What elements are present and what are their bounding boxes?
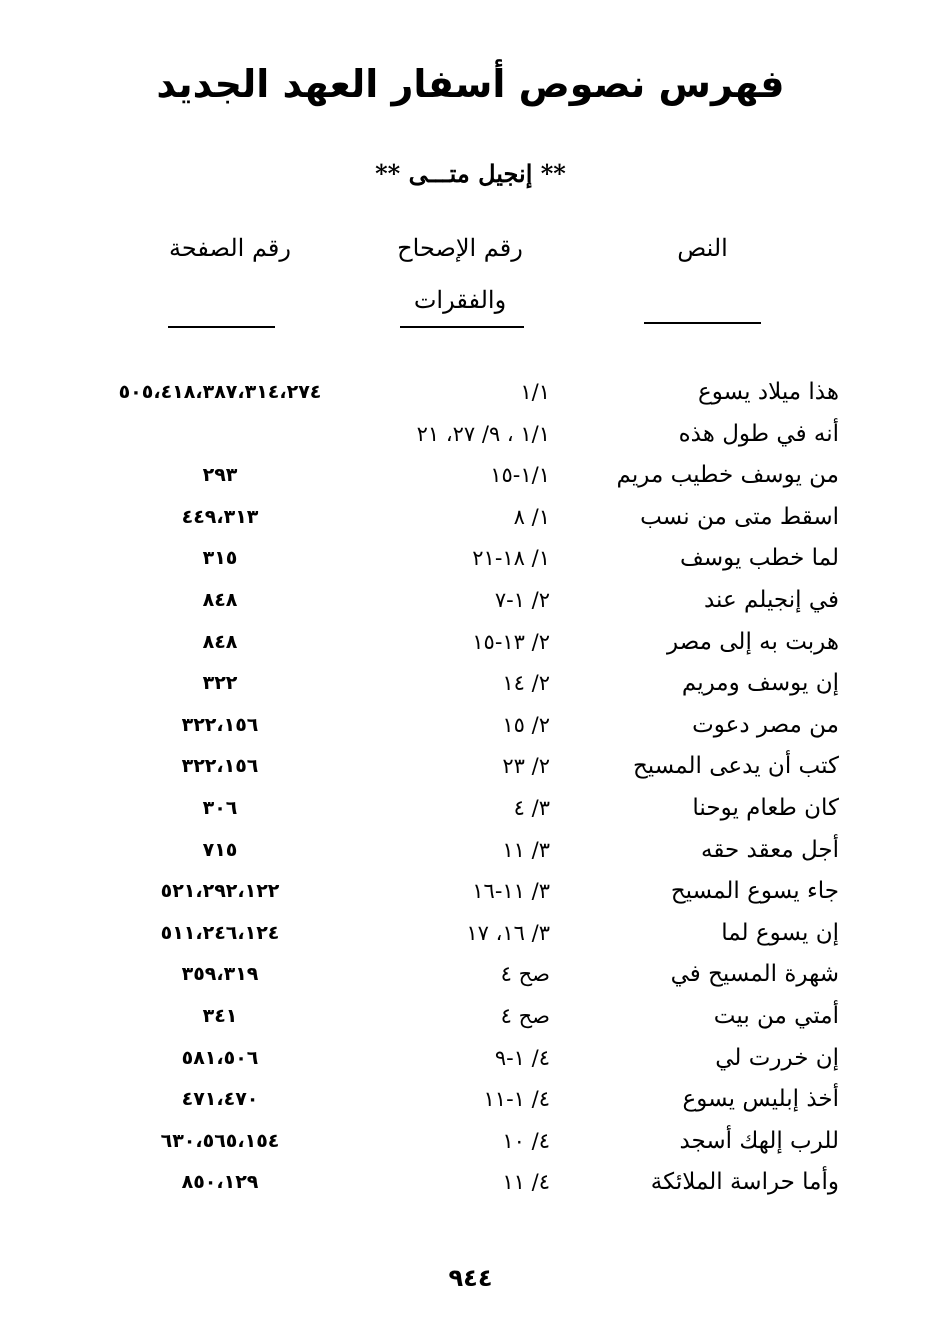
row-text: كان طعام يوحنا xyxy=(692,794,839,821)
row-text: لما خطب يوسف xyxy=(680,545,839,572)
column-header-page-label: رقم الصفحة xyxy=(169,234,291,262)
row-pages: ٥٢١،٢٩٢،١٢٢ xyxy=(160,880,280,903)
table-row xyxy=(0,871,941,913)
row-text: أمتي من بيت xyxy=(713,1002,839,1029)
row-chapter: ٣/ ٤ xyxy=(513,795,550,820)
row-text: إن يسوع لما xyxy=(721,919,839,946)
page-number: ٩٤٤ xyxy=(448,1264,493,1292)
column-header-text-label: النص xyxy=(677,234,728,262)
row-pages: ٣٢٢ xyxy=(202,672,238,695)
table-row xyxy=(0,788,941,830)
row-chapter: ٤/ ١-١١ xyxy=(483,1087,550,1112)
row-chapter: ١/١-١٥ xyxy=(490,463,550,488)
row-pages: ٣٤١ xyxy=(202,1004,238,1027)
row-pages: ٨٤٨ xyxy=(202,588,238,611)
row-chapter: ١/ ٨ xyxy=(513,504,550,529)
row-pages: ٤٧١،٤٧٠ xyxy=(181,1088,259,1111)
table-row xyxy=(0,372,941,414)
row-pages: ٤٤٩،٣١٣ xyxy=(181,505,259,528)
row-chapter: ٤/ ١-٩ xyxy=(494,1045,550,1070)
row-text: هربت به إلى مصر xyxy=(667,628,839,655)
row-text: من مصر دعوت xyxy=(692,711,839,738)
table-row xyxy=(0,497,941,539)
table-row xyxy=(0,1162,941,1204)
row-text: أخذ إبليس يسوع xyxy=(682,1086,839,1113)
row-chapter: ٢/ ١٥ xyxy=(502,712,550,737)
row-pages: ٣٢٢،١٥٦ xyxy=(181,713,259,736)
row-chapter: ٣/ ١٦، ١٧ xyxy=(466,920,550,945)
row-chapter: ١/١ ، ٩/ ٢٧، ٢١ xyxy=(416,421,550,446)
table-row xyxy=(0,746,941,788)
row-chapter: ٤/ ١١ xyxy=(502,1170,550,1195)
row-text: اسقط متى من نسب xyxy=(640,503,839,530)
column-header-chapter-line1: رقم الإصحاح xyxy=(397,234,523,262)
table-row xyxy=(0,913,941,955)
header-underline-page xyxy=(168,326,275,328)
row-text: شهرة المسيح في xyxy=(670,961,839,988)
row-chapter: ٣/ ١١-١٦ xyxy=(472,879,550,904)
row-text: للرب إلهك أسجد xyxy=(679,1127,839,1154)
column-header-page xyxy=(160,222,300,274)
row-text: جاء يسوع المسيح xyxy=(670,878,839,905)
column-header-text xyxy=(640,222,765,274)
column-header-chapter xyxy=(380,222,540,326)
table-row xyxy=(0,580,941,622)
row-text: إن خررت لي xyxy=(715,1044,839,1071)
row-chapter: ٤/ ١٠ xyxy=(502,1128,550,1153)
row-text: وأما حراسة الملائكة xyxy=(650,1169,839,1196)
row-text: هذا ميلاد يسوع xyxy=(698,379,839,405)
table-row xyxy=(0,996,941,1038)
row-pages: ٣٥٩،٣١٩ xyxy=(181,963,259,986)
row-pages: ٢٩٣ xyxy=(202,464,238,487)
row-pages: ٨٥٠،١٢٩ xyxy=(181,1171,259,1194)
table-row xyxy=(0,663,941,705)
header-underline-chapter xyxy=(400,326,524,328)
row-chapter: ٢/ ٢٣ xyxy=(502,754,550,779)
row-text: من يوسف خطيب مريم xyxy=(616,462,839,489)
row-pages: ٨٤٨ xyxy=(202,630,238,653)
table-row xyxy=(0,1079,941,1121)
row-pages: ٦٣٠،٥٦٥،١٥٤ xyxy=(160,1129,280,1152)
row-pages: ٥١١،٢٤٦،١٢٤ xyxy=(160,921,280,944)
table-row xyxy=(0,538,941,580)
row-chapter: ٢/ ١٣-١٥ xyxy=(472,629,550,654)
row-pages: ٥٠٥،٤١٨،٣٨٧،٣١٤،٢٧٤ xyxy=(118,381,322,403)
row-chapter: ١/١ xyxy=(520,380,550,404)
row-pages: ٣١٥ xyxy=(202,547,238,570)
table-row xyxy=(0,830,941,872)
table-row xyxy=(0,1121,941,1163)
table-row xyxy=(0,705,941,747)
row-pages: ٣٢٢،١٥٦ xyxy=(181,755,259,778)
row-chapter: ٣/ ١١ xyxy=(502,837,550,862)
row-text: أجل معقد حقه xyxy=(701,836,839,863)
row-chapter: صح ٤ xyxy=(500,1003,550,1028)
row-text: كتب أن يدعى المسيح xyxy=(632,753,839,780)
table-row xyxy=(0,455,941,497)
row-pages: ٧١٥ xyxy=(202,838,238,861)
row-text: في إنجيلم عند xyxy=(703,586,839,613)
row-chapter: صح ٤ xyxy=(500,962,550,987)
table-row xyxy=(0,414,941,456)
index-table xyxy=(0,372,941,1204)
section-subtitle: ** إنجيل متـــى ** xyxy=(375,159,566,188)
column-header-chapter-line2: والفقرات xyxy=(413,286,507,314)
row-text: أنه في طول هذه xyxy=(678,420,839,447)
row-pages: ٣٠٦ xyxy=(202,796,238,819)
table-row xyxy=(0,954,941,996)
row-chapter: ٢/ ١-٧ xyxy=(494,587,550,612)
row-text: إن يوسف ومريم xyxy=(681,670,839,697)
header-underline-text xyxy=(644,322,761,324)
row-chapter: ٢/ ١٤ xyxy=(502,671,550,696)
table-row xyxy=(0,622,941,664)
row-chapter: ١/ ١٨-٢١ xyxy=(472,546,550,571)
table-row xyxy=(0,1038,941,1080)
row-pages: ٥٨١،٥٠٦ xyxy=(181,1046,259,1069)
page-title: فهرس نصوص أسفار العهد الجديد xyxy=(156,62,785,106)
